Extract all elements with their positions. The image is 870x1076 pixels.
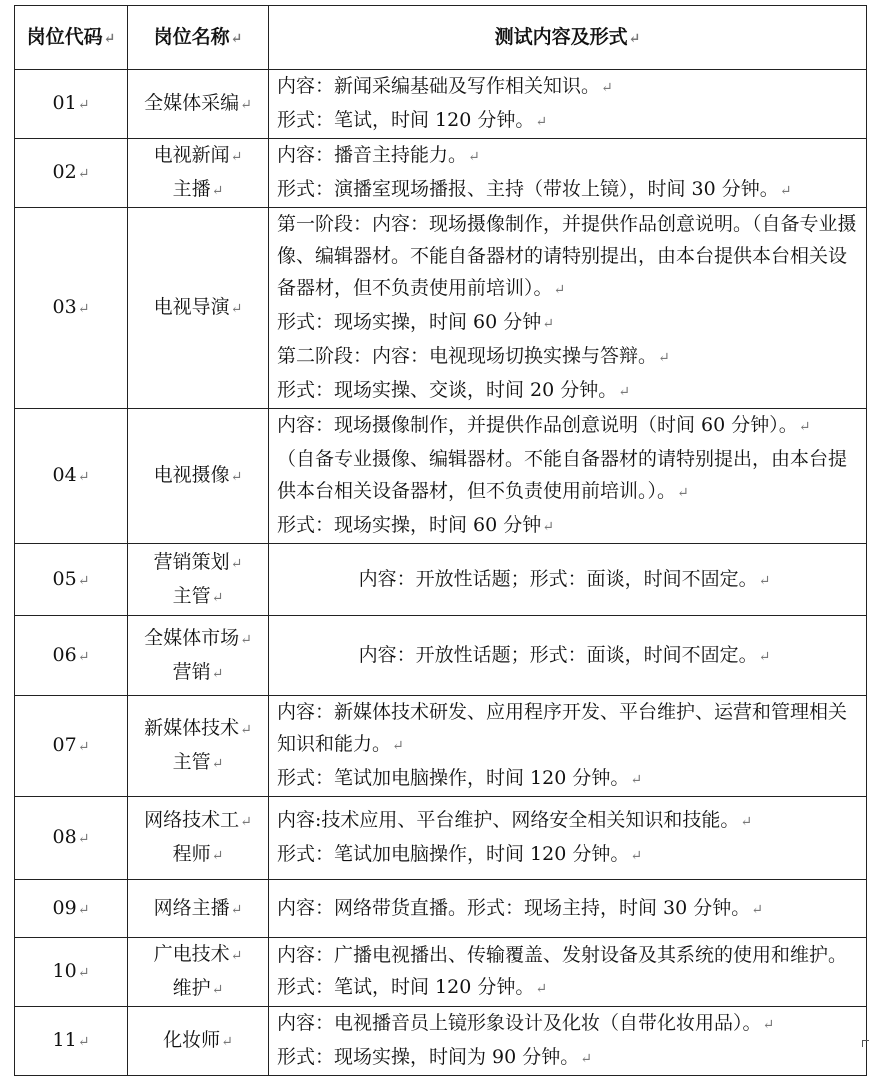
header-row (15, 6, 867, 70)
position-code: 04↵ (15, 409, 128, 544)
position-code: 02↵ (15, 139, 128, 208)
table-row (15, 409, 867, 544)
test-content-line: 内容：新媒体技术研发、应用程序开发、平台维护、运营和管理相关知识和能力。↵ (277, 701, 848, 755)
test-content (269, 139, 867, 208)
position-name (128, 938, 269, 1007)
test-content (269, 70, 867, 139)
position-name (128, 616, 269, 696)
position-name-line: 网络主播↵ (153, 896, 243, 919)
position-name-line: 营销策划↵ (153, 550, 243, 573)
table-row (15, 797, 867, 880)
position-code: 11↵ (15, 1007, 128, 1076)
position-name-line: 维护↵ (172, 977, 224, 999)
position-name-line: 网络技术工↵ (144, 809, 252, 831)
test-content-line: 内容：广播电视播出、传输覆盖、发射设备及其系统的使用和维护。形式：笔试，时间 120 分钟。↵ (277, 944, 848, 998)
table-row (15, 696, 867, 797)
test-content-line: 形式：笔试，时间 120 分钟。↵ (277, 109, 548, 131)
position-name-line: 程师↵ (172, 843, 224, 865)
header-content: 测试内容及形式↵ (269, 6, 867, 70)
position-name-line: 电视摄像↵ (153, 464, 243, 486)
position-code: 06↵ (15, 616, 128, 696)
position-name (128, 1007, 269, 1076)
position-code: 08↵ (15, 797, 128, 880)
table-row (15, 616, 867, 696)
position-name (128, 409, 269, 544)
table-row (15, 1007, 867, 1076)
table-row (15, 208, 867, 409)
header-code: 岗位代码↵ (15, 6, 128, 70)
table-row (15, 880, 867, 938)
test-content (269, 938, 867, 1007)
position-name-line: 全媒体市场↵ (144, 626, 252, 649)
recruitment-test-table (14, 5, 867, 1076)
test-content-line: 形式：现场实操，时间 60 分钟↵ (277, 514, 554, 536)
test-content-line: 形式：现场实操、交谈，时间 20 分钟。↵ (277, 379, 630, 401)
position-name (128, 70, 269, 139)
test-content-line: （自备专业摄像、编辑器材。不能自备器材的请特别提出，由本台提供本台相关设备器材，但不负责使用前培训。）。↵ (277, 448, 848, 502)
test-content (269, 696, 867, 797)
header-name: 岗位名称↵ (128, 6, 269, 70)
table-row (15, 938, 867, 1007)
position-name (128, 208, 269, 409)
test-content-line: 内容：播音主持能力。↵ (277, 144, 480, 166)
position-code: 05↵ (15, 544, 128, 616)
test-content-line: 内容：现场摄像制作，并提供作品创意说明（时间 60 分钟）。↵ (277, 414, 811, 436)
position-name (128, 696, 269, 797)
position-name (128, 880, 269, 938)
position-code: 07↵ (15, 696, 128, 797)
test-content-line: 形式：笔试加电脑操作，时间 120 分钟。↵ (277, 843, 643, 865)
position-name-line: 全媒体采编↵ (144, 92, 252, 114)
test-content (269, 797, 867, 880)
position-name (128, 544, 269, 616)
position-name-line: 主管↵ (172, 584, 224, 607)
position-name-line: 化妆师↵ (163, 1029, 233, 1051)
table-row (15, 70, 867, 139)
position-name-line: 主播↵ (172, 178, 224, 200)
test-content-line: 内容:技术应用、平台维护、网络安全相关知识和技能。↵ (277, 809, 753, 831)
test-content (269, 880, 867, 938)
position-name-line: 电视新闻↵ (153, 144, 243, 166)
test-content-line: 第一阶段：内容：现场摄像制作，并提供作品创意说明。（自备专业摄像、编辑器材。不能自备器材的请特别提出，由本台提供本台相关设备器材，但不负责使用前培训）。↵ (277, 213, 857, 299)
test-content-line: 内容：开放性话题；形式：面谈，时间不固定。↵ (358, 567, 771, 590)
position-name-line: 广电技术↵ (153, 943, 243, 965)
test-content-line: 形式：现场实操，时间为 90 分钟。↵ (277, 1046, 592, 1068)
test-content-line: 第二阶段：内容：电视现场切换实操与答辩。↵ (277, 345, 670, 367)
test-content (269, 616, 867, 696)
position-name-line: 电视导演↵ (153, 296, 243, 318)
test-content-line: 内容：电视播音员上镜形象设计及化妆（自带化妆用品）。↵ (277, 1012, 775, 1034)
table-body (15, 70, 867, 1076)
position-code: 01↵ (15, 70, 128, 139)
position-code: 09↵ (15, 880, 128, 938)
test-content-line: 形式：演播室现场播报、主持（带妆上镜），时间 30 分钟。↵ (277, 178, 792, 200)
position-code: 10↵ (15, 938, 128, 1007)
position-name (128, 797, 269, 880)
page-corner-mark (862, 1040, 869, 1047)
position-name-line: 新媒体技术↵ (144, 717, 252, 739)
test-content-line: 内容：网络带货直播。形式：现场主持，时间 30 分钟。↵ (277, 896, 763, 919)
test-content (269, 208, 867, 409)
test-content (269, 1007, 867, 1076)
position-name-line: 主管↵ (172, 751, 224, 773)
table-row (15, 139, 867, 208)
test-content-line: 内容：开放性话题；形式：面谈，时间不固定。↵ (358, 643, 771, 666)
test-content (269, 544, 867, 616)
position-name (128, 139, 269, 208)
table-row (15, 544, 867, 616)
position-name-line: 营销↵ (172, 660, 224, 683)
test-content-line: 形式：笔试加电脑操作，时间 120 分钟。↵ (277, 767, 643, 789)
test-content (269, 409, 867, 544)
test-content-line: 形式：现场实操，时间 60 分钟↵ (277, 311, 554, 333)
test-content-line: 内容：新闻采编基础及写作相关知识。↵ (277, 75, 613, 97)
position-code: 03↵ (15, 208, 128, 409)
